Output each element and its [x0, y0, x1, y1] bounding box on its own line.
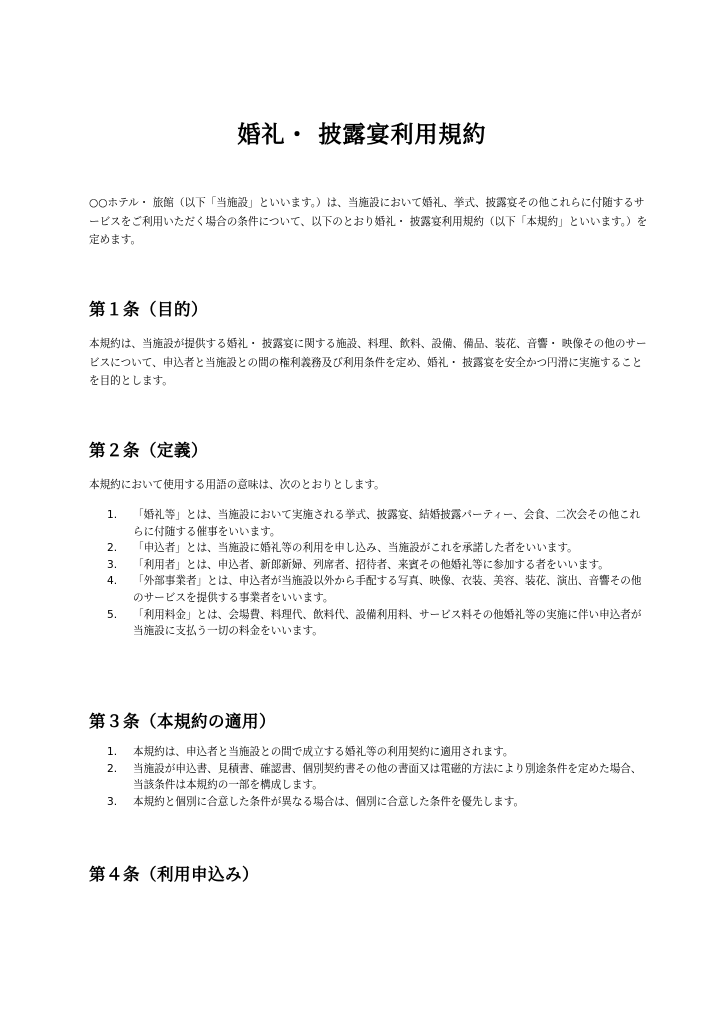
list-item-number: 3. — [107, 558, 118, 571]
article-1-heading: 第１条（目的） — [89, 300, 208, 319]
list-item-number: 1. — [107, 746, 118, 758]
list-item-number: 1. — [107, 509, 118, 521]
list-item-text: 「外部事業者」とは、申込者が当施設以外から手配する写真、映像、衣装、美容、装花、演出、音響その他のサービスを提供する事業者をいいます。 — [133, 575, 642, 604]
list-item — [89, 607, 649, 640]
list-item-number: 2. — [107, 762, 118, 775]
article-4-heading: 第４条（利用申込み） — [89, 865, 259, 884]
list-item-text: 「利用料金」とは、会場費、料理代、飲料代、設備利用料、サービス料その他婚礼等の実施に伴い申込者が当施設に支払う一切の料金をいいます。 — [133, 608, 642, 638]
intro-paragraph: ○○ホテル・ 旅館（以下「当施設」といいます。）は、当施設において婚礼、挙式、披露宴その他これらに付随するサービスをご利用いただく場合の条件について、以下のとおり婚礼・ 披露宴利用規約（以下「本規約」といいます。）を定めます。 — [89, 197, 648, 246]
list-item — [89, 507, 649, 540]
article-2-body: 本規約において使用する用語の意味は、次のとおりとします。 — [89, 479, 385, 491]
list-item — [89, 761, 649, 794]
list-item-text: 本規約と個別に合意した条件が異なる場合は、個別に合意した条件を優先します。 — [133, 795, 525, 808]
article-2-list — [89, 507, 649, 640]
article-2-heading: 第２条（定義） — [89, 441, 208, 460]
article-1-body: 本規約は、当施設が提供する婚礼・ 披露宴に関する施設、料理、飲料、設備、備品、装花、音響・ 映像その他のサービスについて、申込者と当施設との間の権利義務及び利用条件を定め、婚礼・ 披露宴を安全かつ円滑に実施することを目的とします。 — [89, 338, 647, 387]
article-3-list — [89, 744, 649, 810]
document-title: 婚礼・ 披露宴利用規約 — [237, 122, 487, 148]
list-item-number: 3. — [107, 795, 118, 808]
list-item-text: 本規約は、申込者と当施設との間で成立する婚礼等の利用契約に適用されます。 — [133, 746, 514, 758]
list-item — [89, 794, 649, 811]
list-item — [89, 557, 649, 574]
list-item-number: 5. — [107, 608, 118, 621]
list-item-text: 当施設が申込書、見積書、確認書、個別契約書その他の書面又は電磁的方法により別途条件を定めた場合、当該条件は本規約の一部を構成します。 — [133, 762, 642, 792]
list-item-text: 「婚礼等」とは、当施設において実施される挙式、披露宴、結婚披露パーティー、会食、二次会その他これらに付随する催事をいいます。 — [133, 509, 641, 538]
list-item-text: 「利用者」とは、申込者、新郎新婦、列席者、招待者、来賓その他婚礼等に参加する者をいいます。 — [133, 558, 609, 571]
list-item-text: 「申込者」とは、当施設に婚礼等の利用を申し込み、当施設がこれを承諾した者をいいます。 — [133, 542, 578, 555]
list-item — [89, 744, 649, 761]
list-item-number: 2. — [107, 542, 118, 555]
list-item — [89, 540, 649, 557]
article-3-heading: 第３条（本規約の適用） — [89, 712, 276, 731]
list-item — [89, 573, 649, 606]
list-item-number: 4. — [107, 575, 118, 588]
